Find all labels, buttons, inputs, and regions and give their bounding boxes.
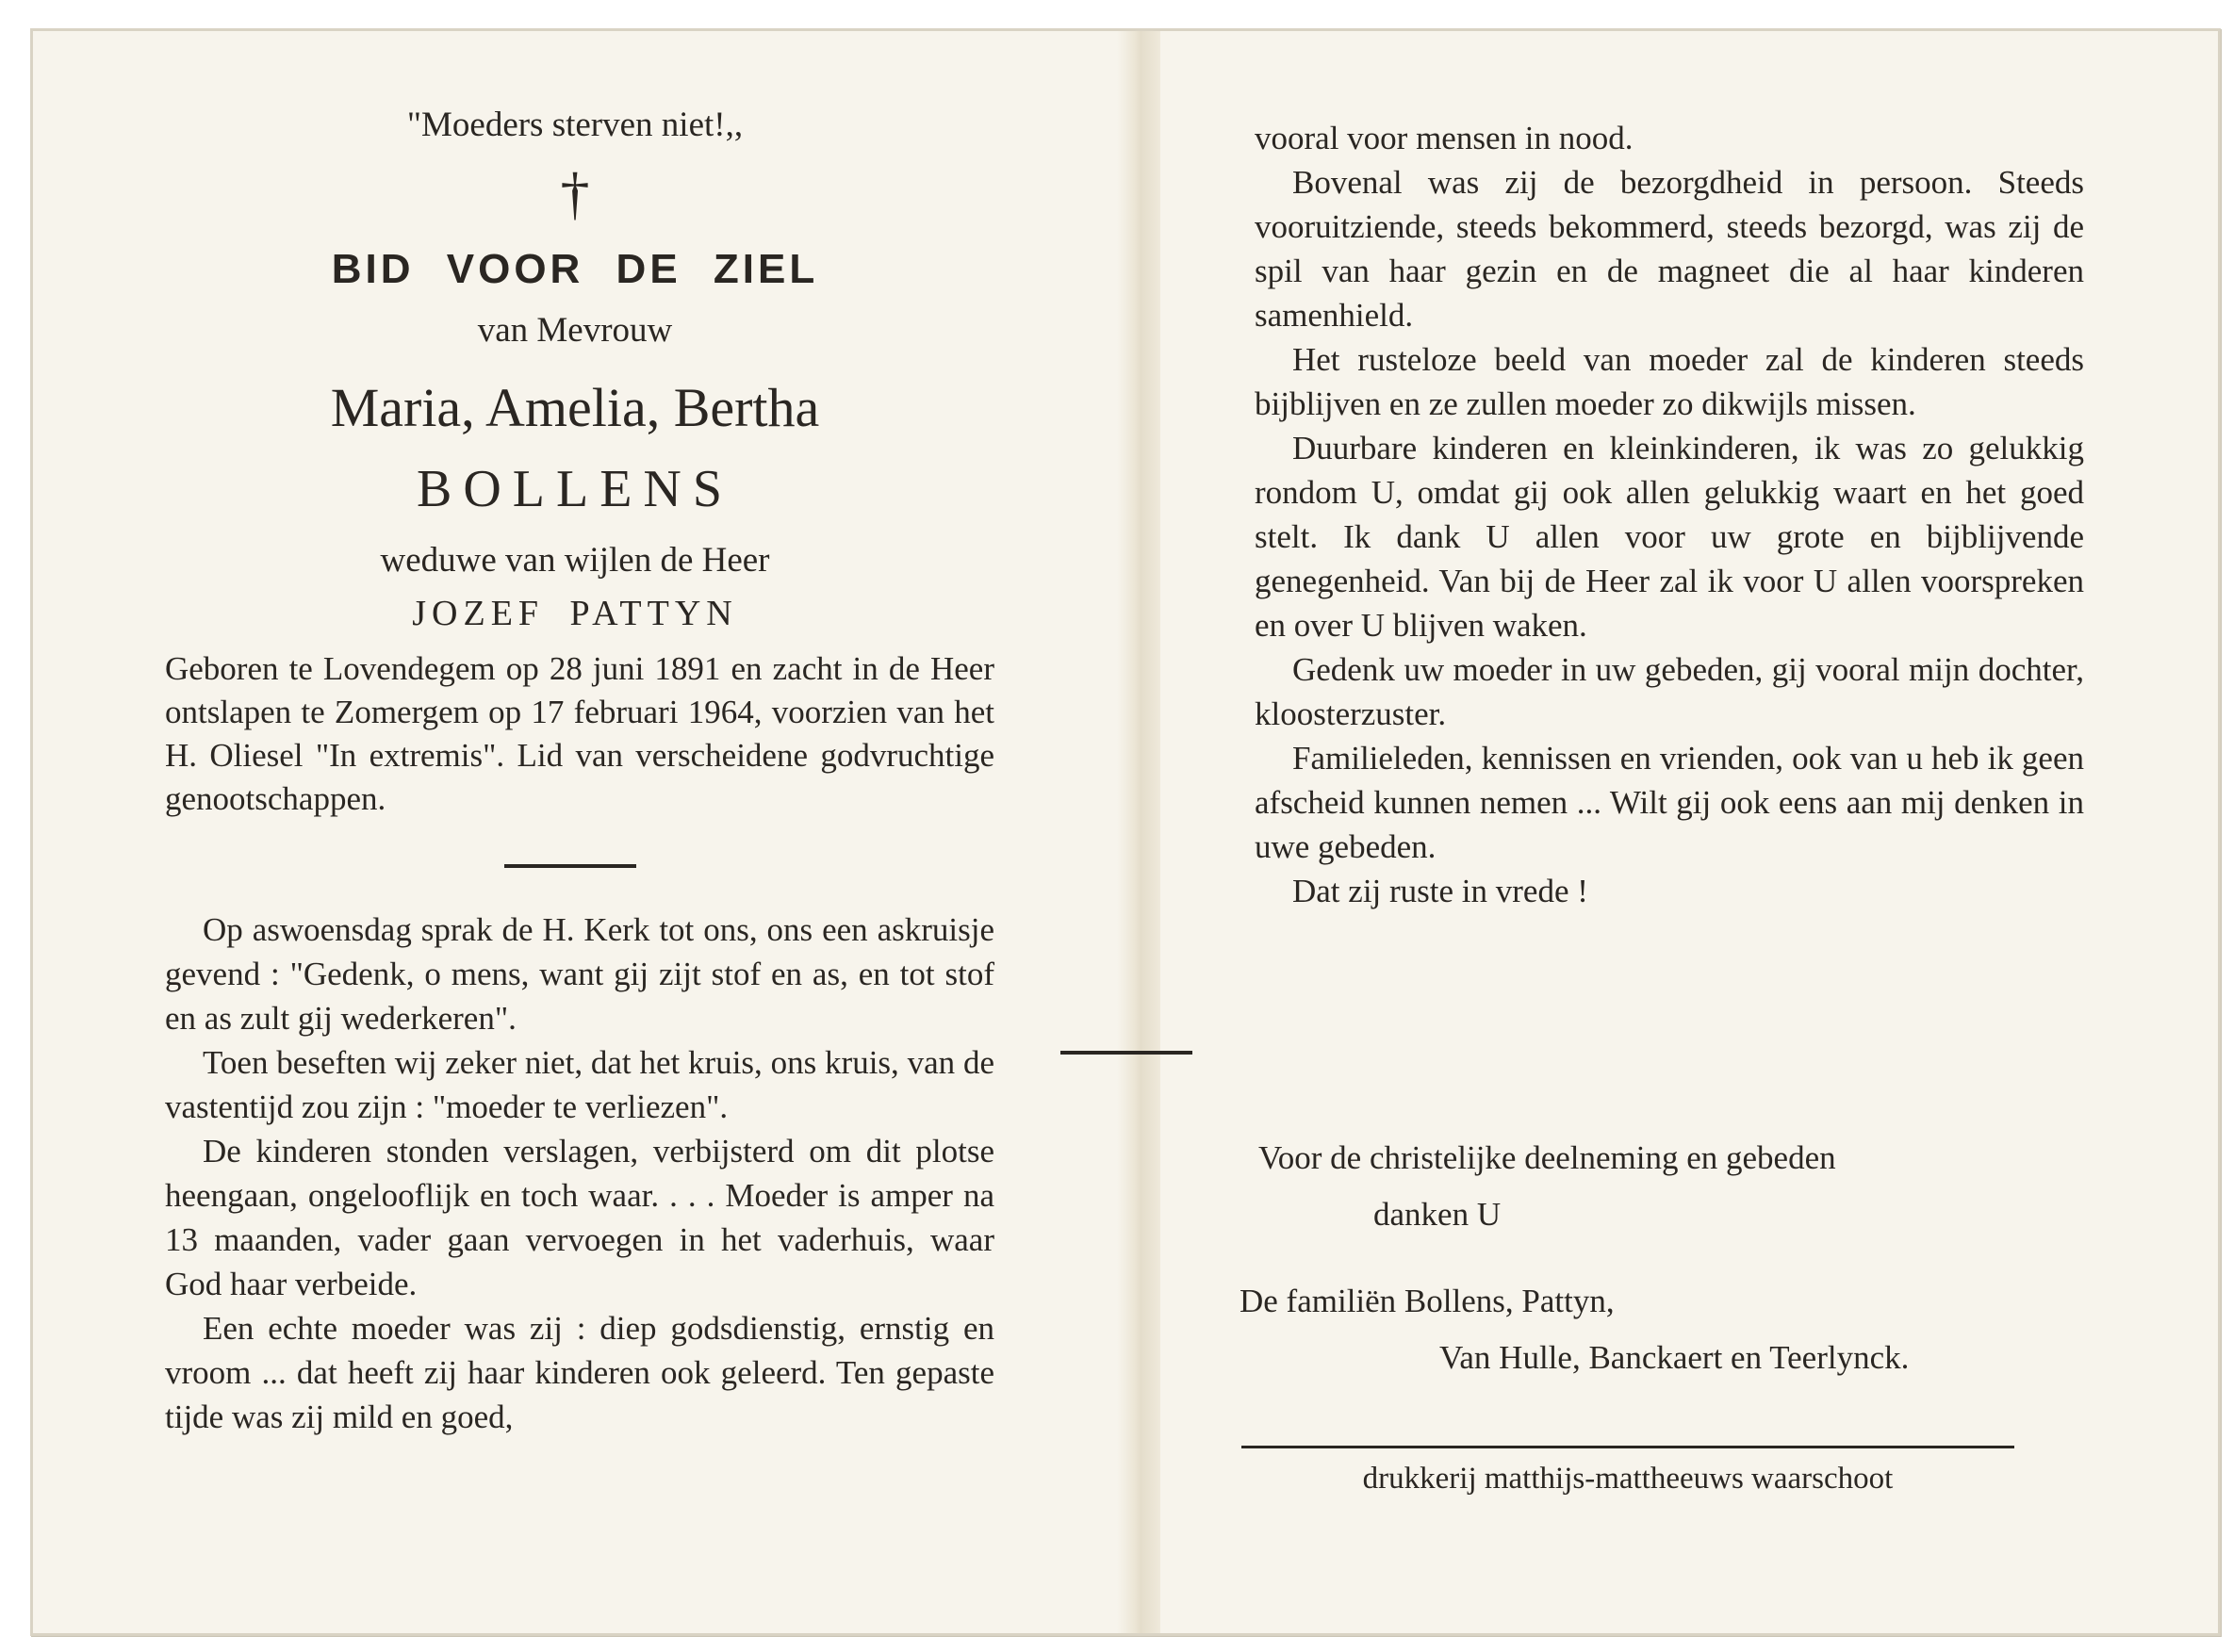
printer-rule: [1241, 1446, 2014, 1448]
families-line-1: De familiën Bollens, Pattyn,: [1240, 1283, 1615, 1319]
divider-left: [504, 864, 636, 868]
printer-credit: drukkerij matthijs-mattheeuws waarschoot: [1362, 1462, 1894, 1496]
divider-right: [1060, 1051, 1192, 1055]
birth-death-text: Geboren te Lovendegem op 28 juni 1891 en zacht in de Heer ontslapen te Zomergem op 17 februari 1964, voorzien van het H. Oliesel "In extremis". Lid van verscheidene godvruchtige genootschappen.: [165, 650, 994, 817]
memorial-card: [30, 28, 2221, 1636]
paragraph: Duurbare kinderen en kleinkinderen, ik was zo gelukkig rondom U, omdat gij ook allen gelukkig waart en het goed stelt. Ik dank U allen voor uw grote en bijblijvende genegenheid. Van bij de Heer zal ik voor U allen voorspreken en over U blijven waken.: [1255, 430, 2084, 644]
paragraph: Een echte moeder was zij : diep godsdienstig, ernstig en vroom ... dat heeft zij haar kinderen ook geleerd. Ten gepaste tijde was zij mild en goed,: [165, 1310, 994, 1435]
right-body-text: [1255, 116, 2084, 913]
paragraph: Bovenal was zij de bezorgdheid in persoon. Steeds vooruitziende, steeds bekommerd, steeds bezorgd, was zij de spil van haar gezin en de magneet die al haar kinderen samenhield.: [1255, 164, 2084, 334]
cross-icon: †: [560, 162, 590, 226]
husband-name: JOZEF PATTYN: [412, 594, 738, 633]
thanks-line-1: Voor de christelijke deelneming en gebeden: [1258, 1139, 1836, 1176]
card-fold: [1117, 31, 1160, 1633]
given-names: Maria, Amelia, Bertha: [330, 377, 820, 438]
right-panel: [1160, 31, 2218, 1633]
families-line-2: Van Hulle, Banckaert en Teerlynck.: [1439, 1339, 1910, 1376]
paragraph: vooral voor mensen in nood.: [1255, 120, 1634, 156]
left-panel: [33, 31, 1117, 1633]
paragraph: Gedenk uw moeder in uw gebeden, gij vooral mijn dochter, kloosterzuster.: [1255, 651, 2084, 732]
thanks-line-2: danken U: [1373, 1196, 1502, 1233]
paragraph: Het rusteloze beeld van moeder zal de kinderen steeds bijblijven en ze zullen moeder zo dikwijls missen.: [1255, 341, 2084, 422]
paragraph: Op aswoensdag sprak de H. Kerk tot ons, ons een askruisje gevend : "Gedenk, o mens, want gij zijt stof en as, en tot stof en as zult gij wederkeren".: [165, 911, 994, 1037]
paragraph: Dat zij ruste in vrede !: [1292, 873, 1588, 909]
widow-line: weduwe van wijlen de Heer: [380, 541, 770, 580]
paragraph: De kinderen stonden verslagen, verbijsterd om dit plotse heengaan, ongelooflijk en toch waar. . . . Moeder is amper na 13 maanden, vader gaan vervoegen in het vaderhuis, waar God haar verbeide.: [165, 1133, 994, 1302]
motto: "Moeders sterven niet!,,: [406, 106, 744, 144]
title-line: van Mevrouw: [477, 311, 673, 350]
prayer-heading: BID VOOR DE ZIEL: [331, 246, 819, 292]
paragraph: Toen beseften wij zeker niet, dat het kruis, ons kruis, van de vastentijd zou zijn : "moeder te verliezen".: [165, 1044, 994, 1125]
left-body-text: [165, 908, 994, 1439]
surname: BOLLENS: [417, 460, 733, 518]
paragraph: Familieleden, kennissen en vrienden, ook van u heb ik geen afscheid kunnen nemen ... Wilt gij ook eens aan mij denken in uwe gebeden.: [1255, 740, 2084, 865]
